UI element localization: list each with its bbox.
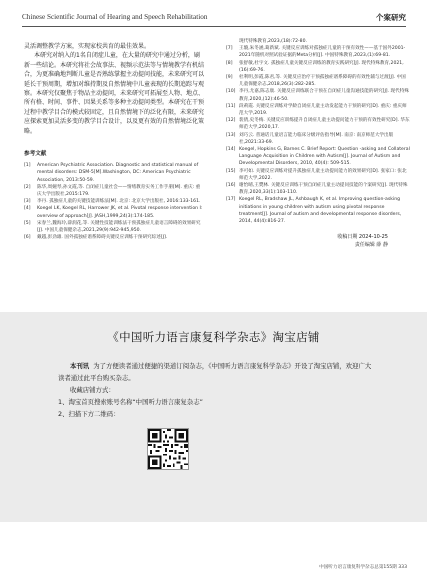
reference-item: [2] 陈华,周婉琴,孙文霞,等. 自闭症儿童社会——情绪教育实务工作手册[M]. 重庆: 重庆大学出版社,2015:179. (24, 184, 201, 198)
ad-intro-label: 本刊讯 (70, 362, 90, 370)
received-date: 收稿日期 2024-10-25 (337, 234, 388, 241)
reference-item: [5] 宋春兰,魏海玲,薛润花,等. 关键性技能训练法干预孤独症儿童语言障碍的效果研究[J]. 中国儿童保健杂志,2021,29(9):942-945,950. (24, 220, 201, 234)
reference-item: [3] 李丹. 孤独症儿童的关键技能训练法[M]. 北京: 北京大学出版社, 2016:133-161. (24, 199, 201, 205)
reference-item: [15] 李可如. 关键反应训练对提升孤独症儿童主动提问能力的效果研究[D]. 张家口: 张北师范大学,2022. (226, 168, 407, 181)
references-list-right (226, 38, 410, 225)
reference-item: [16] 谢怡晴,王樊林. 关键反应训练干预自闭症儿童主动提问技能的个案研究[J]. 现代特殊教育,2020,33(1):103-110. (226, 183, 408, 196)
left-column (24, 42, 204, 242)
body-paragraph-1: 灵活调整教学方案，实现家校共育的最佳效果。 (24, 43, 151, 50)
qr-code-icon[interactable] (147, 428, 189, 470)
reference-item: [7] 王璇,朱冬涵,葛新斌. 关键反应训练对孤独症儿童的干预有效性——基于国外2001-2021年随机对照试验证据的Meta分析[J]. 中国特殊教育,2023,(1):69-81. (226, 46, 406, 59)
ad-body (58, 360, 376, 420)
section-tag: 个案研究 (376, 13, 406, 22)
right-column (226, 38, 410, 249)
ad-intro-text: 为了方便读者通过便捷的渠道订阅杂志，《中国听力语言康复科学杂志》开设了淘宝店铺，欢迎广大读者通过此平台购买杂志。 (58, 362, 372, 382)
reference-item: [14] Koegel, Hopkins G, Barnes C. Brief Report: Question -asking and Collateral Language Acquisition in Children with Autism[J]. Journal of Autism and Developmental Disorders, 2010, 40(4): 509-515. (226, 147, 410, 167)
reference-item: [4] Koegel LK, Koegel RL, Harrower JK, et al. Pivotal response intervention I: overview of approach[J]. JASH,1999,24(3):174-185. (24, 206, 203, 219)
reference-item: [8] 张舒敏,杜宇文. 孤独症儿童关键反应训练的教育实践研究[J]. 现代特殊教育,2021,(16):69-76. (226, 60, 404, 73)
reference-item: [1] American Psychiatric Association. Diagnostic and statistical manual of mental disorders: DSM-5[M].Washington, DC: American Psychiatric Association, 2013:50-59. (24, 163, 199, 183)
page-footer: 中国听力语言康复科学杂志总第155期 333 (319, 565, 407, 570)
ad-step-1: 1、淘宝首页搜索账号名称“中国听力语言康复杂志” (58, 398, 203, 406)
reference-item: [17] Koegel RL, Bradshaw JL, Ashbaugh K, et al. Improving question-asking initiations in young children with autism using pivotal response treatment[J]. Journal of autism and developmental response disorders, 2014, 44(4):816-27. (226, 197, 402, 225)
journal-name: Chinese Scientific Journal of Hearing and Speech Rehabilitation (22, 13, 208, 21)
reference-item: 现代特殊教育,2023,(18):72-80. (239, 39, 307, 44)
ad-step-2: 2、扫描下方二维码： (58, 410, 120, 418)
taobao-store-ad (0, 312, 427, 522)
reference-item: [11] 段莉霞. 关键反应训练对学龄自闭症儿童主动发起能力干预的研究[D]. 重庆: 重庆师范大学,2019. (226, 103, 407, 117)
body-paragraph-2: 本研究对纳入的1名自闭症儿童，在大量的研究中通过分析，刷新一些结论。本研究将社会故事法、视频示范法等与情境教学有机结合，为更准确地判断儿童是否熟练掌握主动提问技能，未来研究可以延长干预周期，增加对维持期及自然情境中儿童表现的长期追踪与观察。本研究仅聚焦于物品主动提问，未来研究可拓展至人物、地点、所有格、时间、事件、因果关系等多种主动提问类型。本研究在干预过程中教学目合的模式较固定，且自然情境下的泛化有限，未来研究应探索更加灵活多变的教学目合设计，以及更有效的自然情境泛化策略。 (24, 52, 205, 135)
page-header (22, 12, 406, 27)
reference-item: [13] 刘巧云. 普通话儿童语言能力临床分级评估指导[M]. 南京: 南京师范大学出版社,2021:33-69. (226, 132, 394, 145)
references-list-left (24, 162, 204, 241)
reference-item: [10] 李丹,尤嘉,陈志康. 关键反应训练联合干预在自闭症儿童沟通技能的研究[J]. 现代特殊教育,2020,(12):46-50. (226, 89, 409, 102)
received-info (226, 233, 410, 249)
ad-title: 《中国听力语言康复科学杂志》淘宝店铺 (107, 330, 320, 344)
references-title: 参考文献 (24, 151, 47, 158)
ad-intro (58, 360, 376, 384)
reference-item: [6] 戴越,彭劲雄. 国外孤独症谱系障碍关键反应训练干预研究综述[J]. (24, 235, 168, 241)
responsible-editor: 责任编辑 薛 静 (354, 242, 388, 249)
reference-item: [12] 裴倩,史冬梅. 关键反应训练提升自闭症儿童主动提问能力干预的有效性研究[D]. 华东师范大学,2020,17. (226, 118, 410, 131)
ad-access-label: 收藏店铺方式： (70, 386, 115, 394)
reference-item: [9] 杜利明,彭霞,陈君,等. 关键反应治疗干预孤独症谱系障碍的有效性辅与过渡[J]. 中国儿童保健杂志,2018,26(3):282-285. (226, 75, 406, 88)
